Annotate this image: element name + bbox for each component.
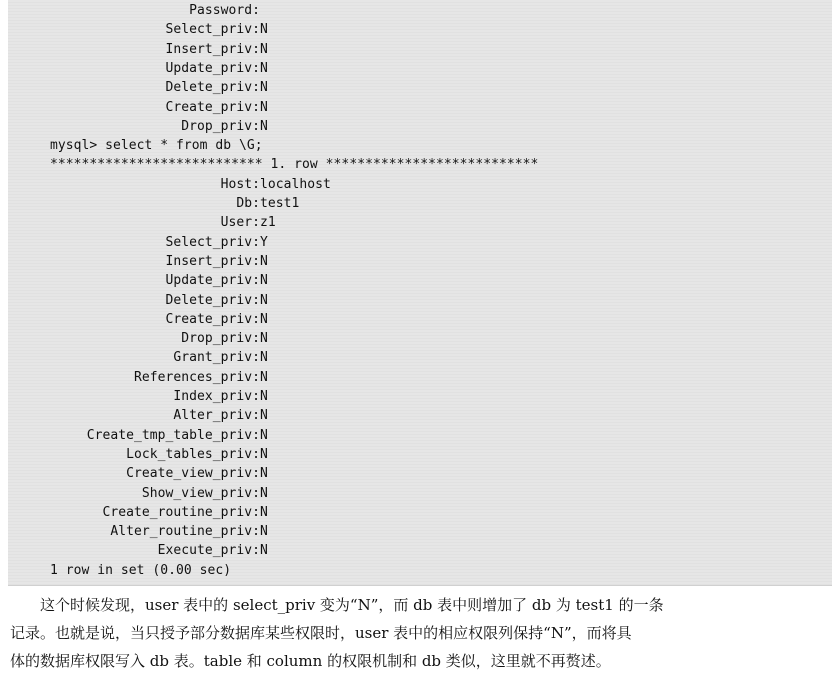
row-separator: *************************** 1. row *************************** xyxy=(50,157,539,173)
field-row xyxy=(8,213,832,232)
field-value: N xyxy=(260,350,268,366)
field-value: test1 xyxy=(260,196,300,211)
field-value: N xyxy=(260,524,268,540)
field-name: Alter_priv: xyxy=(173,408,260,424)
field-row xyxy=(8,522,832,541)
field-row xyxy=(8,484,832,503)
field-row xyxy=(8,117,832,136)
field-name: Update_priv: xyxy=(165,60,260,76)
field-value: N xyxy=(260,292,268,308)
field-row xyxy=(8,291,832,310)
field-name: Delete_priv: xyxy=(165,292,260,308)
field-row xyxy=(8,78,832,97)
field-row xyxy=(8,368,832,387)
field-row xyxy=(8,541,832,560)
field-row xyxy=(8,233,832,252)
explanation-paragraph xyxy=(10,591,832,675)
field-row xyxy=(8,445,832,464)
field-row xyxy=(8,20,832,39)
field-name: Create_priv: xyxy=(165,99,260,115)
field-value: N xyxy=(260,60,268,76)
paragraph-line: 这个时候发现，user 表中的 select_priv 变为“N”，而 db 表中则增加了 db 为 test1 的一条 xyxy=(40,596,664,614)
field-row xyxy=(8,59,832,78)
field-row xyxy=(8,194,832,213)
field-row xyxy=(8,271,832,290)
field-name: Execute_priv: xyxy=(157,543,260,559)
field-name: User: xyxy=(220,215,260,231)
field-row xyxy=(8,426,832,445)
field-value: N xyxy=(260,485,268,501)
field-row xyxy=(8,1,832,20)
field-value: N xyxy=(260,446,268,462)
field-row xyxy=(8,175,832,194)
field-name: Select_priv: xyxy=(165,234,260,250)
field-name: Insert_priv: xyxy=(165,253,260,269)
field-name: Alter_routine_priv: xyxy=(110,524,260,540)
field-value: N xyxy=(260,41,268,57)
field-name: Create_view_priv: xyxy=(126,466,260,482)
field-name: Db: xyxy=(236,196,260,211)
field-row xyxy=(8,40,832,59)
field-name: Lock_tables_priv: xyxy=(126,446,260,462)
field-name: Show_view_priv: xyxy=(141,485,260,501)
paragraph-line: 体的数据库权限写入 db 表。table 和 column 的权限机制和 db 类似，这里就不再赘述。 xyxy=(10,652,611,670)
field-value: N xyxy=(260,504,268,520)
field-value: N xyxy=(260,543,268,559)
mysql-command: mysql> select * from db \G; xyxy=(50,138,263,154)
field-name: Create_priv: xyxy=(165,311,260,327)
field-value: N xyxy=(260,273,268,289)
field-value: N xyxy=(260,369,268,385)
field-name: Create_tmp_table_priv: xyxy=(86,427,260,443)
field-name: Delete_priv: xyxy=(165,80,260,96)
result-summary: 1 row in set (0.00 sec) xyxy=(50,562,232,578)
field-row xyxy=(8,98,832,117)
field-name: Drop_priv: xyxy=(181,331,260,347)
field-row xyxy=(8,310,832,329)
field-row xyxy=(8,406,832,425)
field-value: N xyxy=(260,99,268,115)
field-row xyxy=(8,252,832,271)
field-value: N xyxy=(260,22,268,38)
field-value: N xyxy=(260,118,268,134)
field-row xyxy=(8,464,832,483)
field-name: Grant_priv: xyxy=(173,350,260,366)
field-value: N xyxy=(260,389,268,404)
field-row xyxy=(8,329,832,348)
field-value: z1 xyxy=(260,215,276,231)
paragraph-line: 记录。也就是说，当只授予部分数据库某些权限时，user 表中的相应权限列保持“N”，而将具 xyxy=(10,624,632,642)
field-value: N xyxy=(260,331,268,347)
field-name: Password: xyxy=(189,3,260,18)
field-name: Insert_priv: xyxy=(165,41,260,57)
field-value: Y xyxy=(260,234,268,250)
field-value: N xyxy=(260,311,268,327)
field-row xyxy=(8,503,832,522)
field-row xyxy=(8,348,832,367)
field-value: localhost xyxy=(260,176,331,192)
field-value: N xyxy=(260,466,268,482)
field-value: N xyxy=(260,408,268,424)
field-name: References_priv: xyxy=(133,369,260,385)
field-name: Index_priv: xyxy=(173,389,260,404)
field-name: Create_routine_priv: xyxy=(102,504,260,520)
field-value: N xyxy=(260,427,268,443)
field-row xyxy=(8,387,832,406)
field-name: Select_priv: xyxy=(165,22,260,38)
field-name: Update_priv: xyxy=(165,273,260,289)
terminal-output xyxy=(8,0,832,586)
field-value: N xyxy=(260,253,268,269)
field-value: N xyxy=(260,80,268,96)
field-name: Host: xyxy=(220,176,260,192)
field-name: Drop_priv: xyxy=(181,118,260,134)
